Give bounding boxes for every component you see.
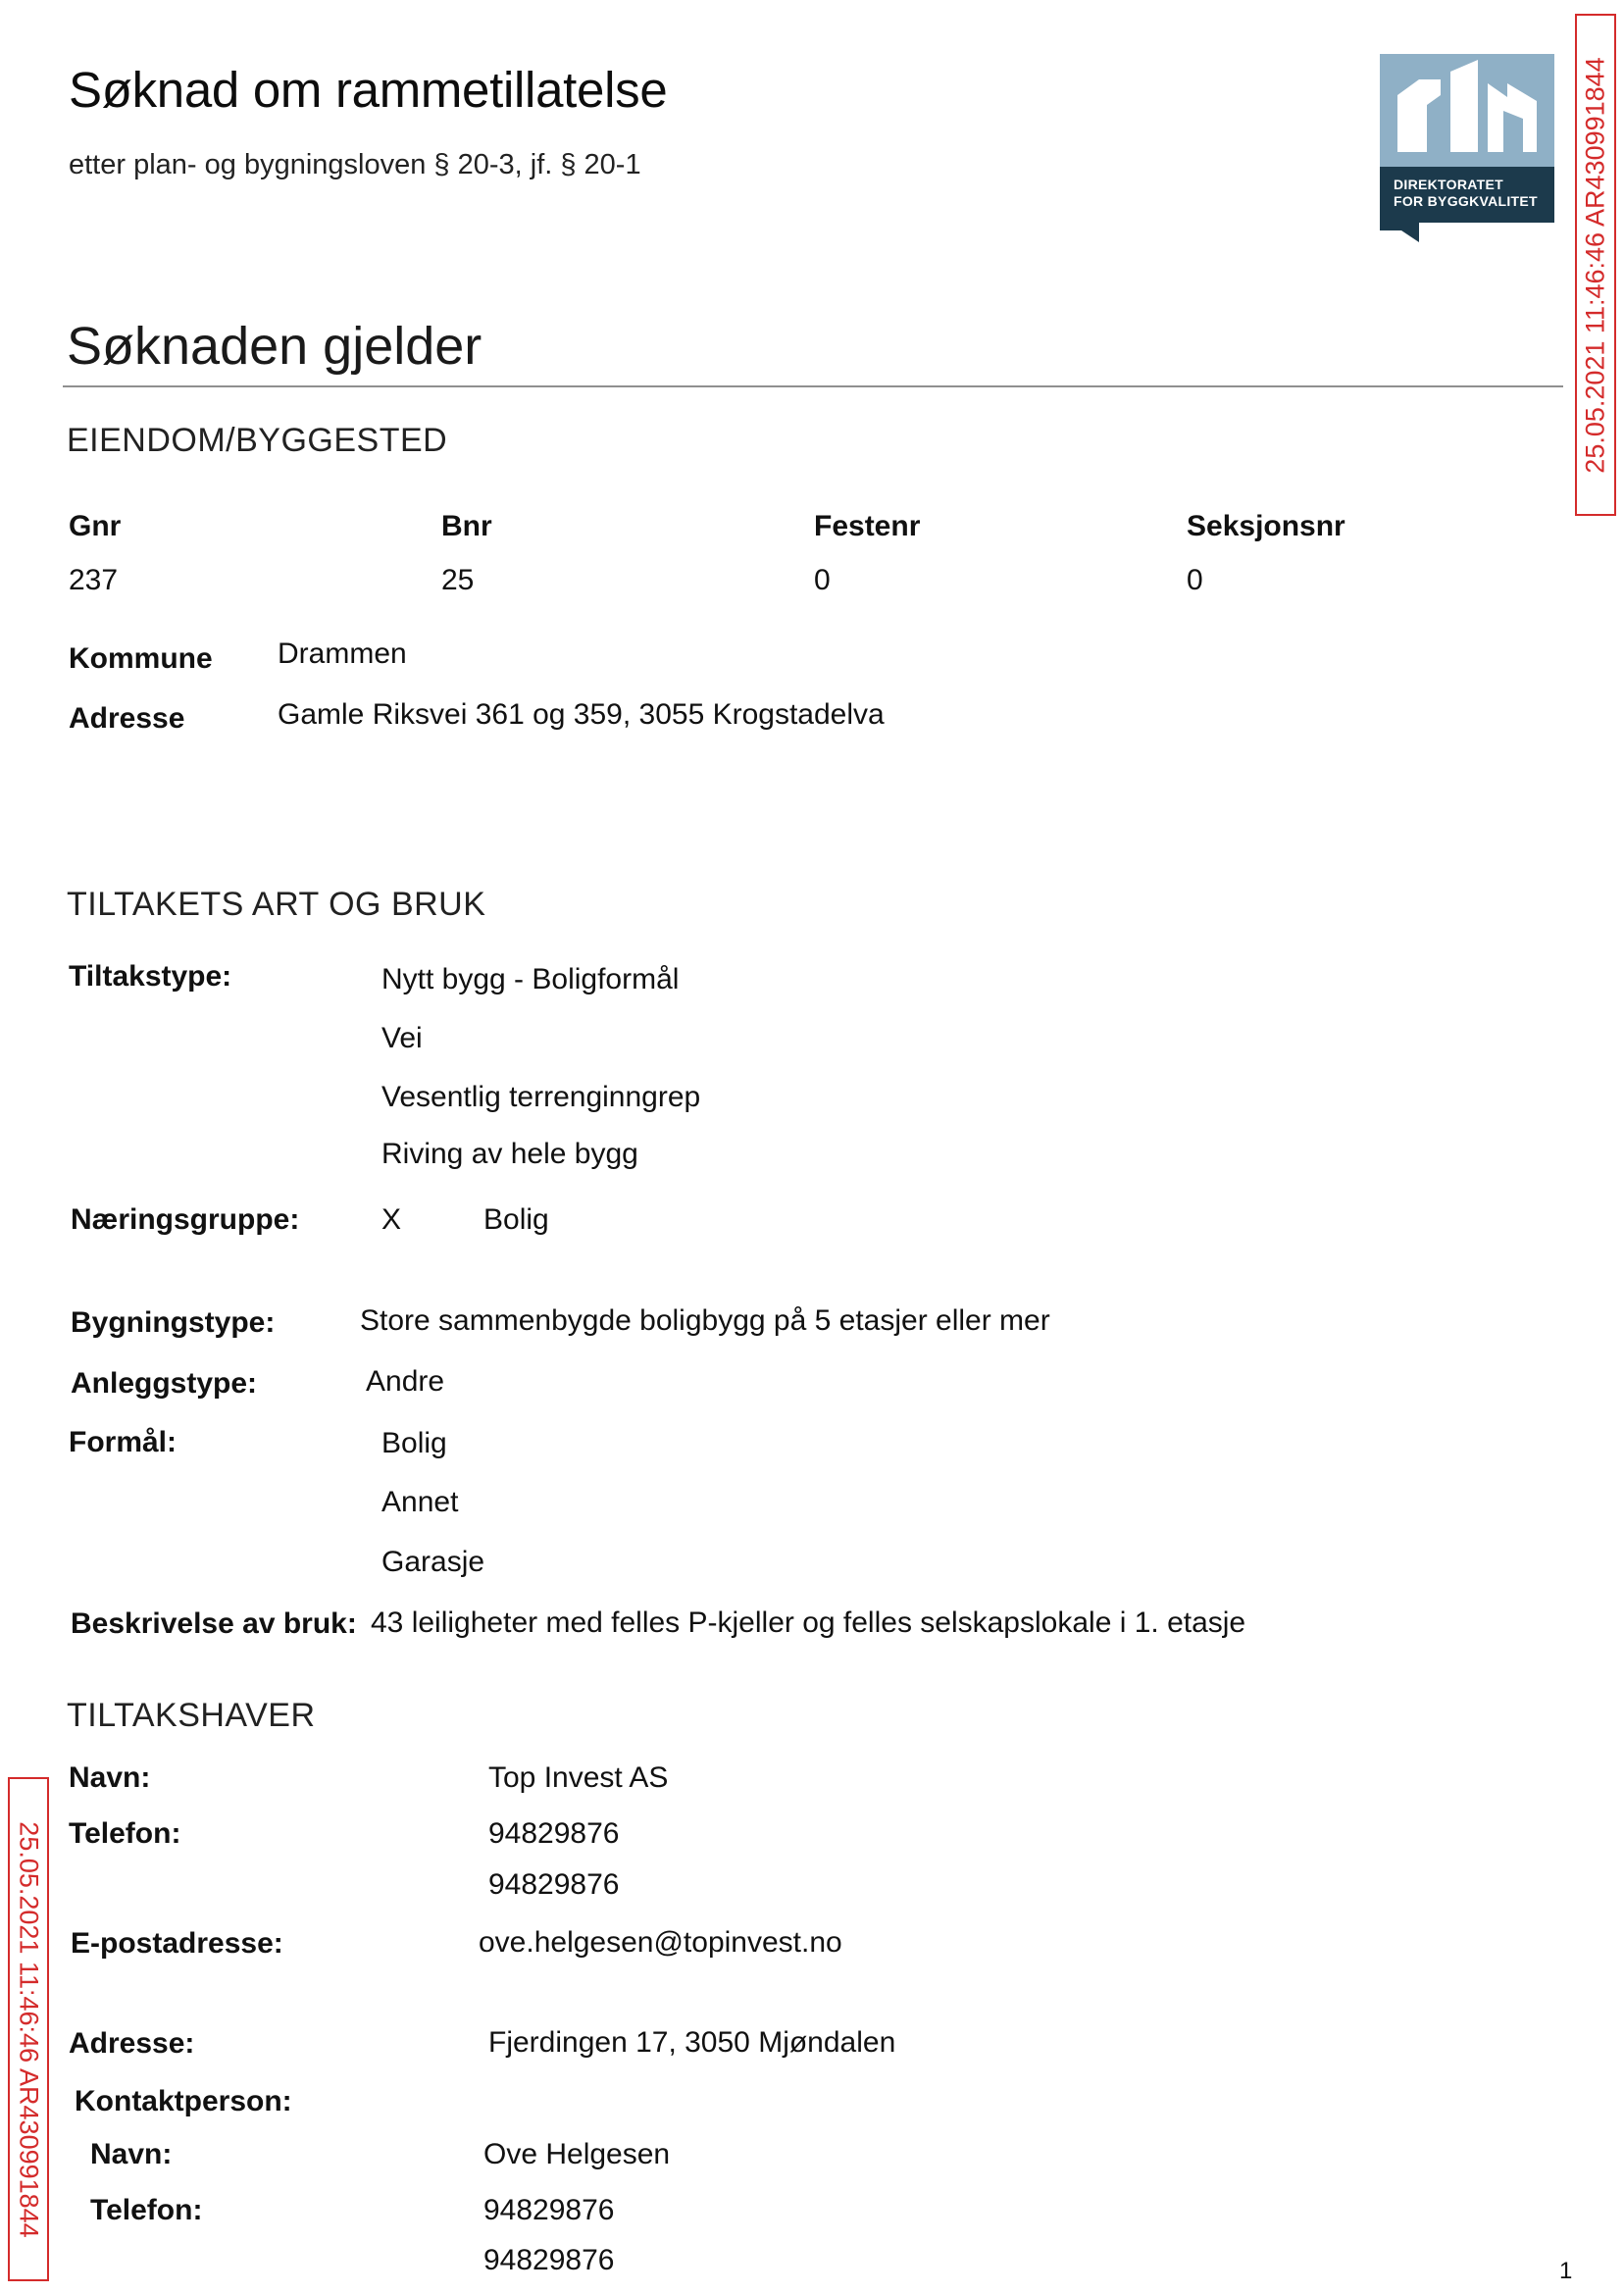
tiltakshaver-adresse-value: Fjerdingen 17, 3050 Mjøndalen bbox=[488, 2026, 896, 2059]
eiendom-heading: EIENDOM/BYGGESTED bbox=[67, 422, 448, 459]
formal-item-2: Annet bbox=[381, 1486, 459, 1518]
kontakt-telefon-label: Telefon: bbox=[90, 2194, 203, 2226]
tiltakstype-item-3: Vesentlig terrenginngrep bbox=[381, 1081, 701, 1113]
tiltakshaver-adresse-label: Adresse: bbox=[69, 2027, 195, 2060]
beskrivelse-label: Beskrivelse av bruk: bbox=[71, 1607, 357, 1640]
section-title: Søknaden gjelder bbox=[67, 317, 482, 376]
anleggstype-label: Anleggstype: bbox=[71, 1367, 258, 1400]
tiltakshaver-heading: TILTAKSHAVER bbox=[67, 1697, 316, 1734]
beskrivelse-value: 43 leiligheter med felles P-kjeller og felles selskapslokale i 1. etasje bbox=[371, 1606, 1246, 1639]
tiltakstype-item-1: Nytt bygg - Boligformål bbox=[381, 963, 680, 995]
kontakt-navn-value: Ove Helgesen bbox=[483, 2138, 671, 2170]
date-stamp-text: 25.05.2021 11:46:46 AR430991844 bbox=[1580, 56, 1610, 474]
formal-label: Formål: bbox=[69, 1426, 178, 1458]
formal-item-1: Bolig bbox=[381, 1427, 447, 1459]
naeringsgruppe-code: X bbox=[381, 1203, 402, 1236]
section-divider bbox=[63, 385, 1563, 387]
document-title: Søknad om rammetillatelse bbox=[69, 62, 668, 118]
date-stamp-bottom-left bbox=[8, 1777, 49, 2281]
epost-value: ove.helgesen@topinvest.no bbox=[479, 1926, 842, 1959]
gnr-value: 237 bbox=[69, 564, 119, 596]
tiltakshaver-navn-label: Navn: bbox=[69, 1761, 151, 1794]
naeringsgruppe-value: Bolig bbox=[483, 1203, 549, 1236]
bygningstype-label: Bygningstype: bbox=[71, 1306, 276, 1339]
tiltakshaver-navn-value: Top Invest AS bbox=[488, 1761, 669, 1794]
logo-line2: FOR BYGGKVALITET bbox=[1394, 193, 1538, 209]
kontakt-navn-label: Navn: bbox=[90, 2138, 173, 2170]
naeringsgruppe-label: Næringsgruppe: bbox=[71, 1203, 300, 1236]
kommune-value: Drammen bbox=[278, 637, 407, 670]
tiltakstype-label: Tiltakstype: bbox=[69, 960, 232, 993]
kommune-label: Kommune bbox=[69, 642, 213, 675]
tiltak-heading: TILTAKETS ART OG BRUK bbox=[67, 886, 486, 923]
logo-graphic-icon bbox=[1380, 54, 1554, 242]
tiltakshaver-telefon-2: 94829876 bbox=[488, 1868, 620, 1901]
date-stamp-text: 25.05.2021 11:46:46 AR430991844 bbox=[14, 1820, 44, 2238]
adresse-value: Gamle Riksvei 361 og 359, 3055 Krogstadelva bbox=[278, 698, 885, 731]
kontakt-telefon-1: 94829876 bbox=[483, 2194, 615, 2226]
logo-line1: DIREKTORATET bbox=[1394, 177, 1503, 192]
bnr-label: Bnr bbox=[441, 510, 492, 542]
anleggstype-value: Andre bbox=[366, 1365, 445, 1398]
bygningstype-value: Store sammenbygde boligbygg på 5 etasjer eller mer bbox=[360, 1304, 1050, 1337]
kontaktperson-label: Kontaktperson: bbox=[75, 2085, 292, 2117]
tiltakstype-item-4: Riving av hele bygg bbox=[381, 1138, 638, 1170]
seksjonsnr-label: Seksjonsnr bbox=[1187, 510, 1345, 542]
adresse-label: Adresse bbox=[69, 702, 185, 735]
tiltakstype-item-2: Vei bbox=[381, 1022, 423, 1054]
bnr-value: 25 bbox=[441, 564, 475, 596]
gnr-label: Gnr bbox=[69, 510, 122, 542]
seksjonsnr-value: 0 bbox=[1187, 564, 1203, 596]
epost-label: E-postadresse: bbox=[71, 1927, 283, 1960]
festenr-label: Festenr bbox=[814, 510, 921, 542]
tiltakshaver-telefon-label: Telefon: bbox=[69, 1817, 181, 1850]
dibk-logo bbox=[1380, 54, 1554, 242]
document-subtitle: etter plan- og bygningsloven § 20-3, jf. § 20-1 bbox=[69, 149, 641, 180]
tiltakshaver-telefon-1: 94829876 bbox=[488, 1817, 620, 1850]
kontakt-telefon-2: 94829876 bbox=[483, 2244, 615, 2276]
page-number: 1 bbox=[1559, 2258, 1573, 2284]
date-stamp-top-right bbox=[1575, 14, 1616, 516]
formal-item-3: Garasje bbox=[381, 1546, 485, 1578]
festenr-value: 0 bbox=[814, 564, 831, 596]
